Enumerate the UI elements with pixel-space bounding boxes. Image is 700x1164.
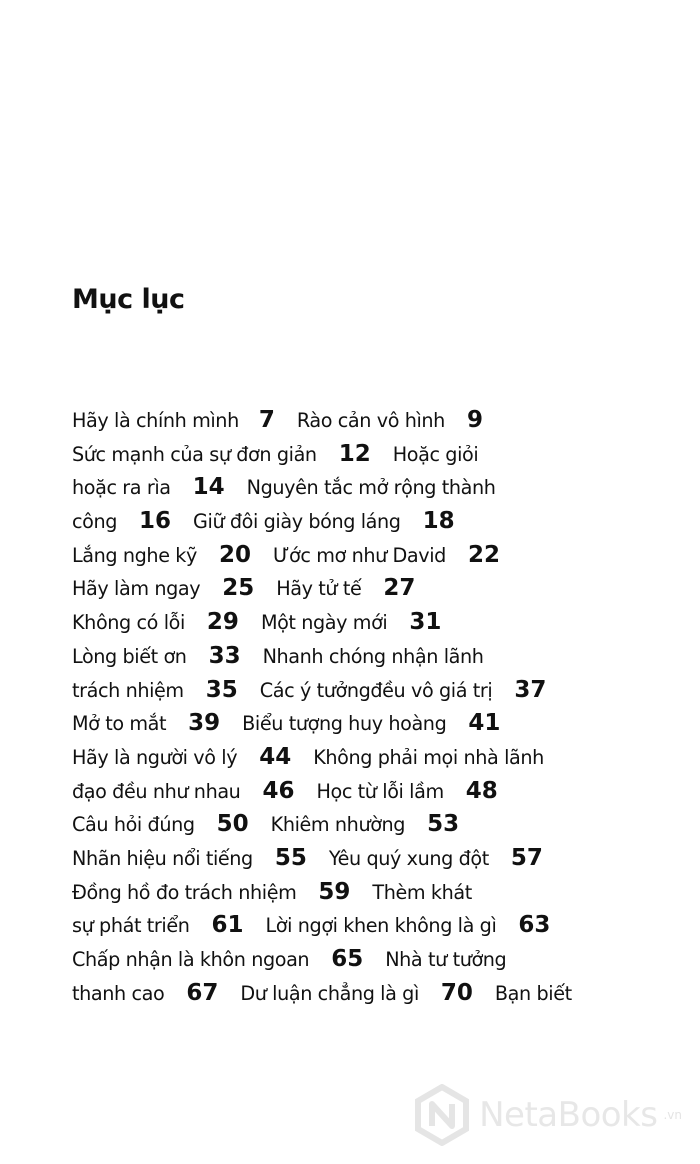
toc-entry-title: Thèm khát <box>372 880 472 904</box>
toc-line <box>72 674 672 708</box>
toc-page-number: 48 <box>465 777 498 804</box>
toc-entry-title: Giữ đôi giày bóng láng <box>193 510 401 534</box>
toc-line <box>72 775 672 809</box>
toc-entry-title: Biểu tượng huy hoàng <box>242 712 447 736</box>
toc-entry-title: Lời ngợi khen không là gì <box>265 914 497 938</box>
toc-page-number: 44 <box>259 743 292 770</box>
hexagon-n-logo-icon <box>411 1084 473 1146</box>
toc-line <box>72 741 672 775</box>
toc-entry-title: Các ý tưởngđều vô giá trị <box>259 678 493 702</box>
toc-page-number: 22 <box>467 541 500 568</box>
toc-entry-title: Nhanh chóng nhận lãnh <box>262 644 484 668</box>
toc-page-number: 29 <box>206 609 239 636</box>
toc-page-number: 20 <box>218 541 251 568</box>
toc-page-number: 50 <box>216 811 249 838</box>
toc-page-number: 37 <box>514 676 547 703</box>
watermark-suffix: .vn <box>663 1108 682 1122</box>
toc-entry-title: Câu hỏi đúng <box>72 813 195 837</box>
toc-line <box>72 505 672 539</box>
toc-page-number: 18 <box>422 508 455 535</box>
toc-page-number: 12 <box>338 440 371 467</box>
toc-line <box>72 909 672 943</box>
toc-entry-title: Hoặc giỏi <box>392 442 479 466</box>
toc-line <box>72 640 672 674</box>
toc-entry-title: sự phát triển <box>72 914 190 938</box>
toc-line <box>72 572 672 606</box>
toc-page-number: 70 <box>440 979 473 1006</box>
toc-entry-title: Ước mơ như David <box>272 543 446 567</box>
toc-line <box>72 606 672 640</box>
toc-page-number: 63 <box>518 912 551 939</box>
toc-line <box>72 808 672 842</box>
toc-entry-title: Một ngày mới <box>260 611 388 635</box>
toc-page-number: 57 <box>510 844 543 871</box>
toc-entry-title: đạo đều như nhau <box>72 779 241 803</box>
toc-line <box>72 471 672 505</box>
toc-entry-title: Hãy là người vô lý <box>72 745 238 769</box>
toc-page-number: 27 <box>383 575 416 602</box>
toc-entry-title: Rào cản vô hình <box>296 409 445 432</box>
toc-entry-title: hoặc ra rìa <box>72 476 171 500</box>
toc-line <box>72 438 672 472</box>
toc-entry-title: Hãy làm ngay <box>72 577 201 601</box>
toc-entry-title: Lòng biết ơn <box>72 644 187 668</box>
toc-entry-title: Nhà tư tưởng <box>385 948 507 971</box>
toc-entry-title: công <box>72 510 118 534</box>
toc-entry-title: Học từ lỗi lầm <box>316 779 444 803</box>
toc-entry-title: Nhãn hiệu nổi tiếng <box>72 846 253 870</box>
toc-entry-title: Không có lỗi <box>72 611 185 635</box>
toc-line <box>72 876 672 910</box>
toc-page-number: 7 <box>258 407 275 433</box>
toc-entry-title: Lắng nghe kỹ <box>72 543 197 567</box>
toc-page-number: 53 <box>427 811 460 838</box>
page-title: Mục lục <box>72 284 185 315</box>
toc-page-number: 25 <box>222 575 255 602</box>
toc-entry-title: Khiêm nhường <box>270 813 406 837</box>
toc-entry-title: Bạn biết <box>494 981 572 1005</box>
toc-page-number: 31 <box>409 609 442 636</box>
toc-page-number: 46 <box>262 777 295 804</box>
toc-line <box>72 404 672 438</box>
toc-entry-title: Nguyên tắc mở rộng thành <box>246 476 496 500</box>
toc-page-number: 16 <box>139 508 172 535</box>
toc-entry-title: Yêu quý xung đột <box>328 846 489 870</box>
toc-page-number: 41 <box>468 710 501 737</box>
toc-page-number: 9 <box>466 407 483 433</box>
toc-page-number: 33 <box>208 642 241 669</box>
toc-entry-title: Đồng hồ đo trách nhiệm <box>72 880 297 904</box>
toc-entry-title: Sức mạnh của sự đơn giản <box>72 442 317 466</box>
toc-entry-title: Dư luận chẳng là gì <box>240 981 419 1005</box>
toc-entry-title: trách nhiệm <box>72 678 184 702</box>
toc-page-number: 35 <box>205 676 238 703</box>
toc-line <box>72 842 672 876</box>
netabooks-watermark <box>411 1084 682 1146</box>
toc-entry-title: Hãy là chính mình <box>72 409 239 432</box>
toc-line <box>72 977 672 1011</box>
toc-entry-title: Không phải mọi nhà lãnh <box>313 745 544 769</box>
toc-entry-title: thanh cao <box>72 981 165 1005</box>
table-of-contents <box>72 404 672 1010</box>
watermark-brand: NetaBooks <box>479 1095 658 1135</box>
toc-page-number: 55 <box>274 844 307 871</box>
toc-entry-title: Mở to mắt <box>72 712 167 736</box>
toc-entry-title: Hãy tử tế <box>276 577 362 601</box>
toc-page-number: 67 <box>186 979 219 1006</box>
toc-page-number: 39 <box>188 710 221 737</box>
toc-line <box>72 943 672 977</box>
toc-line <box>72 539 672 573</box>
toc-page-number: 61 <box>211 912 244 939</box>
toc-entry-title: Chấp nhận là khôn ngoan <box>72 948 310 971</box>
toc-page-number: 14 <box>192 474 225 501</box>
toc-page-number: 59 <box>318 878 351 905</box>
toc-line <box>72 707 672 741</box>
toc-page-number: 65 <box>331 946 364 972</box>
